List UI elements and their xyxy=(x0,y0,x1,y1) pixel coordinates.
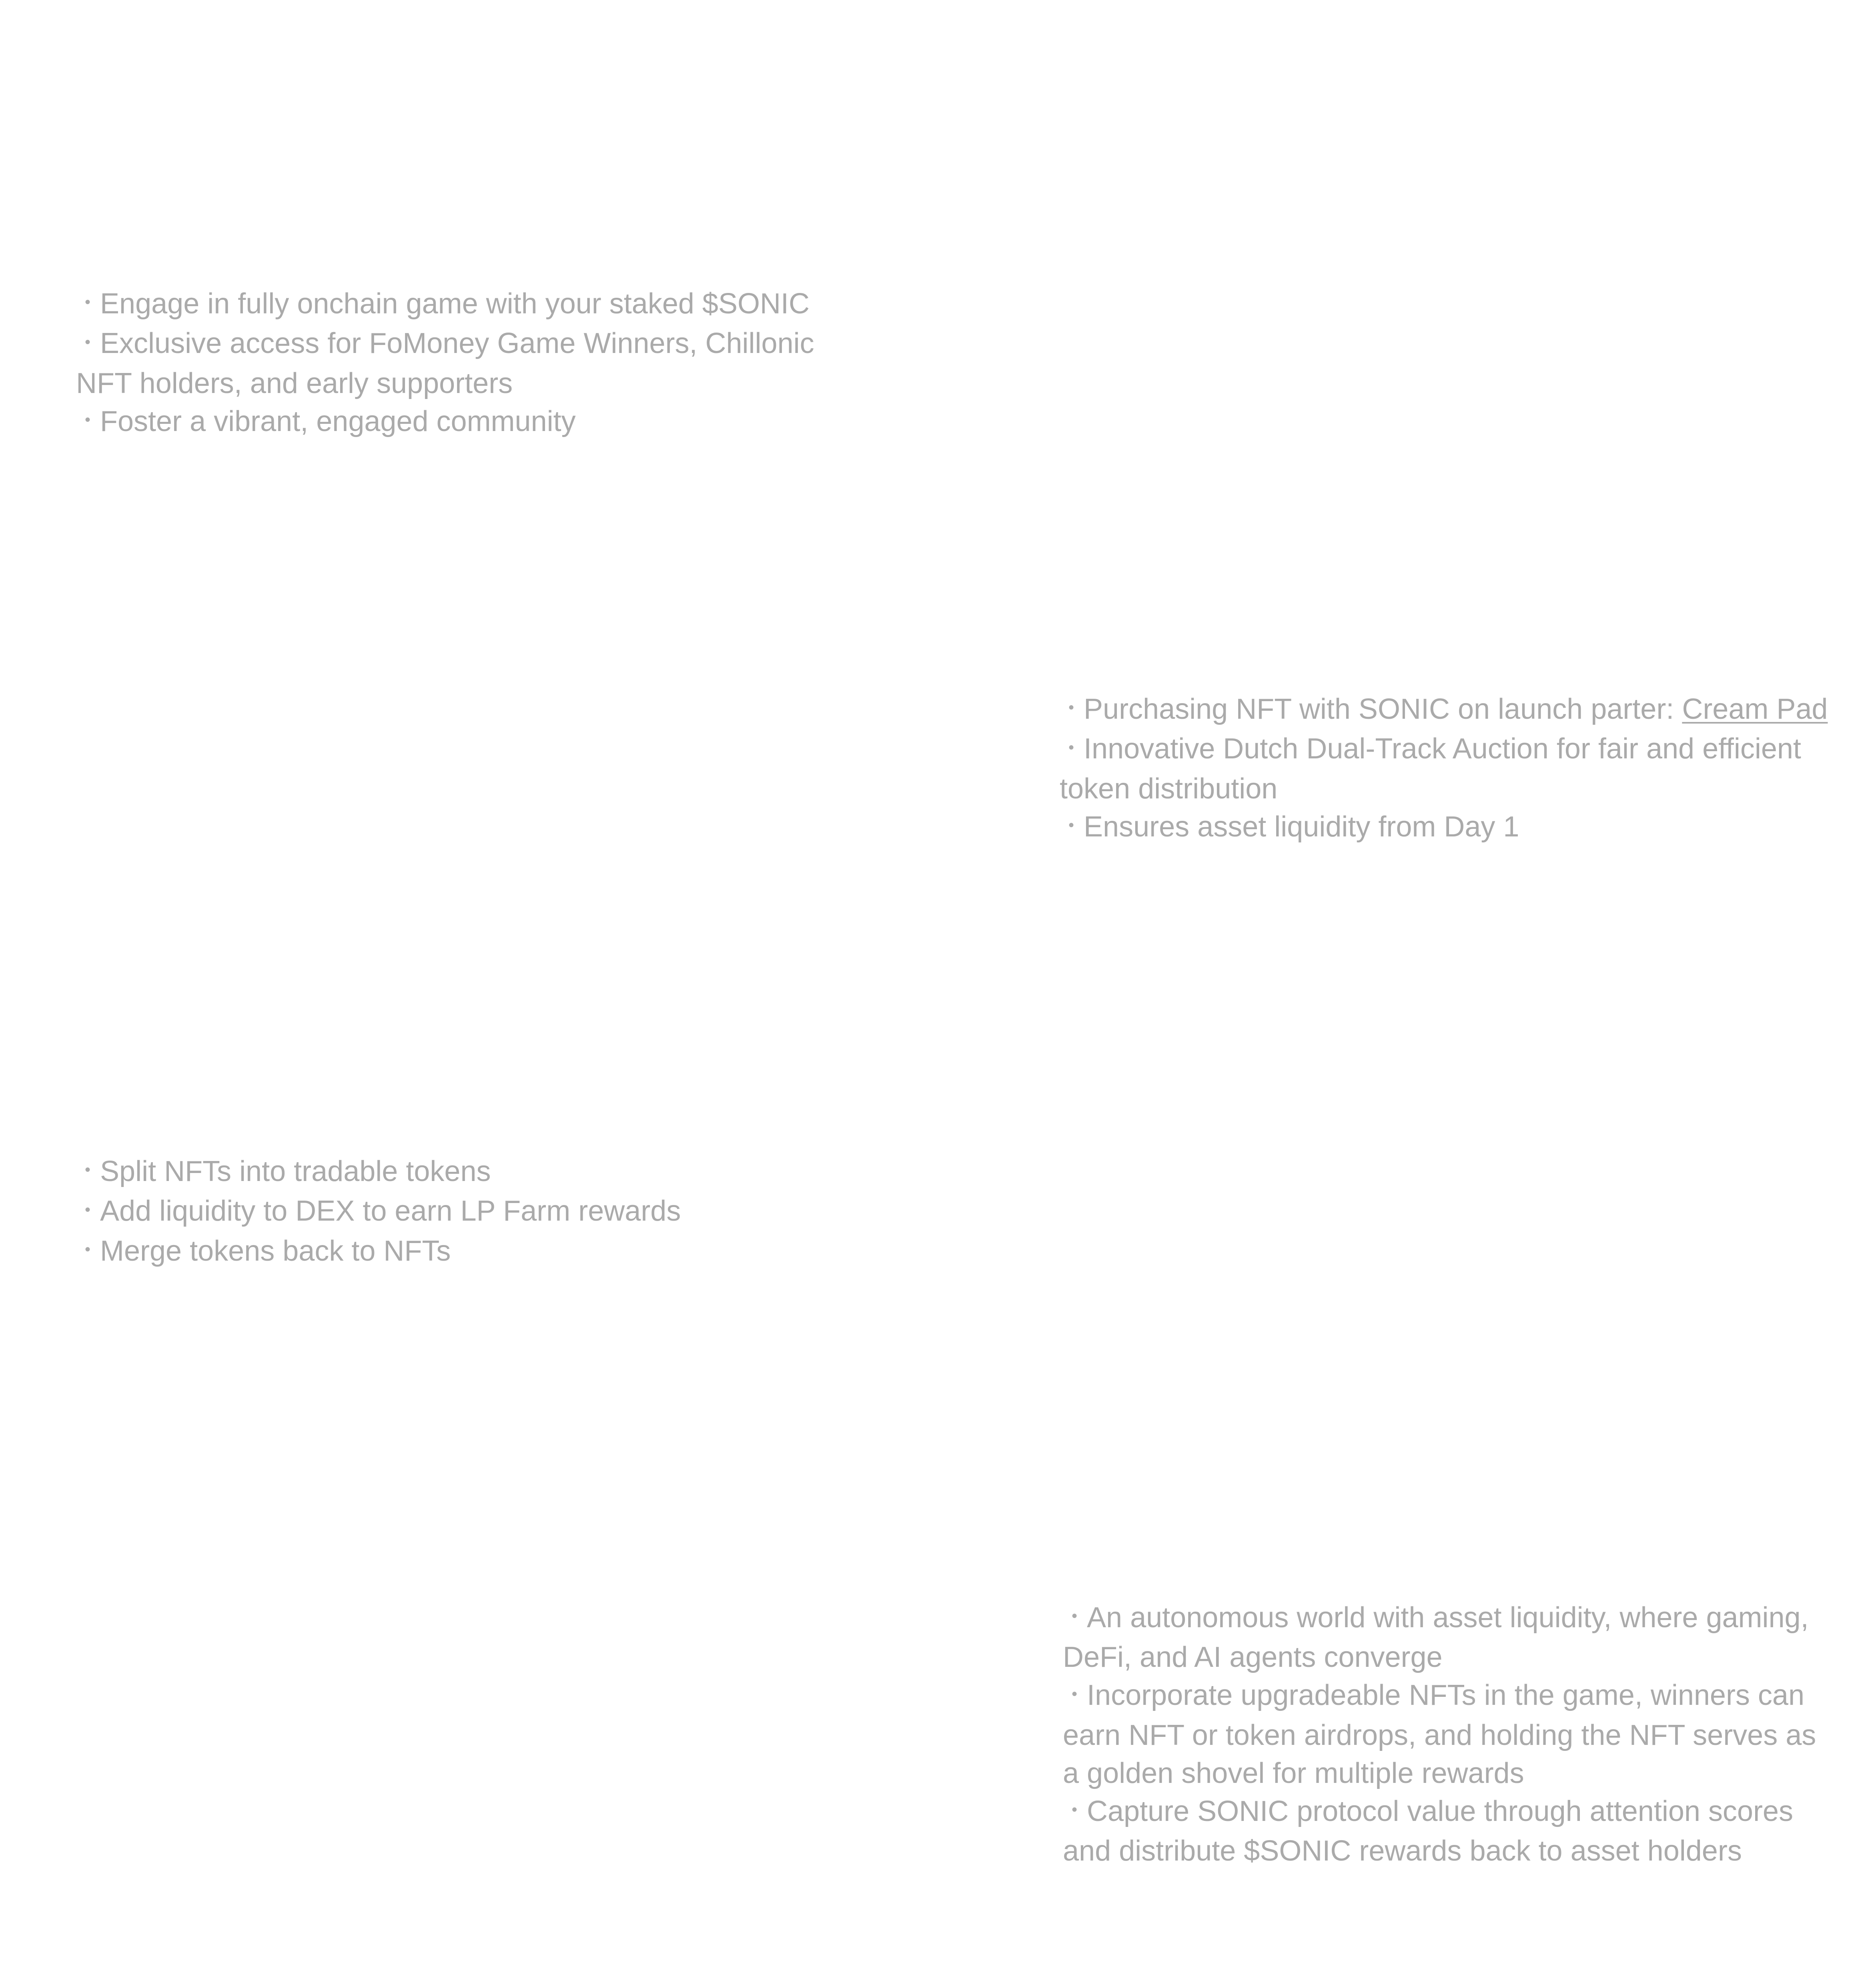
list-item xyxy=(1060,690,1844,730)
cream-pad-link[interactable]: Cream Pad xyxy=(1682,693,1828,725)
list-item-text: Foster a vibrant, engaged community xyxy=(100,405,576,437)
list-item-text: Split NFTs into tradable tokens xyxy=(100,1155,491,1187)
list-item-text: Add liquidity to DEX to earn LP Farm rewards xyxy=(100,1195,681,1227)
bullet-icon: • xyxy=(85,1201,91,1219)
onchain-game-feature-list xyxy=(76,285,844,442)
bullet-icon: • xyxy=(85,411,91,429)
list-item-text: Purchasing NFT with SONIC on launch parter: xyxy=(1084,693,1682,725)
bullet-icon: • xyxy=(85,293,91,311)
list-item xyxy=(1063,1676,1839,1792)
list-item xyxy=(1060,730,1844,808)
list-item xyxy=(76,1232,844,1272)
bullet-icon: • xyxy=(1072,1801,1078,1819)
list-item xyxy=(76,403,844,442)
list-item-text: An autonomous world with asset liquidity, where gaming, DeFi, and AI agents converge xyxy=(1063,1602,1809,1674)
list-item xyxy=(1063,1793,1839,1870)
list-item-text: Engage in fully onchain game with your staked $SONIC xyxy=(100,288,810,320)
list-item-text: Innovative Dutch Dual-Track Auction for fair and efficient token distribution xyxy=(1060,733,1801,805)
list-item xyxy=(76,1153,844,1192)
bullet-icon: • xyxy=(85,1241,91,1259)
bullet-icon: • xyxy=(1072,1607,1078,1625)
list-item-text: Incorporate upgradeable NFTs in the game, winners can earn NFT or token airdrops, and holding the NFT serves as a golden shovel for multiple rewards xyxy=(1063,1679,1816,1789)
list-item-text: Ensures asset liquidity from Day 1 xyxy=(1084,810,1519,843)
list-item xyxy=(76,325,844,402)
autonomous-world-feature-list xyxy=(1063,1599,1839,1870)
list-item-text: Capture SONIC protocol value through attention scores and distribute $SONIC rewards back to asset holders xyxy=(1063,1795,1793,1867)
list-item xyxy=(1063,1599,1839,1676)
bullet-icon: • xyxy=(1068,816,1074,834)
bullet-icon: • xyxy=(85,333,91,351)
bullet-icon: • xyxy=(1068,699,1074,717)
bullet-icon: • xyxy=(1072,1685,1078,1703)
list-item-text: Merge tokens back to NFTs xyxy=(100,1235,451,1267)
list-item-text: Exclusive access for FoMoney Game Winners, Chillonic NFT holders, and early supporters xyxy=(76,327,814,399)
launch-feature-list xyxy=(1060,690,1844,848)
list-item xyxy=(76,1192,844,1232)
bullet-icon: • xyxy=(85,1161,91,1179)
bullet-icon: • xyxy=(1068,738,1074,756)
liquidity-feature-list xyxy=(76,1153,844,1272)
list-item xyxy=(1060,808,1844,848)
list-item xyxy=(76,285,844,325)
